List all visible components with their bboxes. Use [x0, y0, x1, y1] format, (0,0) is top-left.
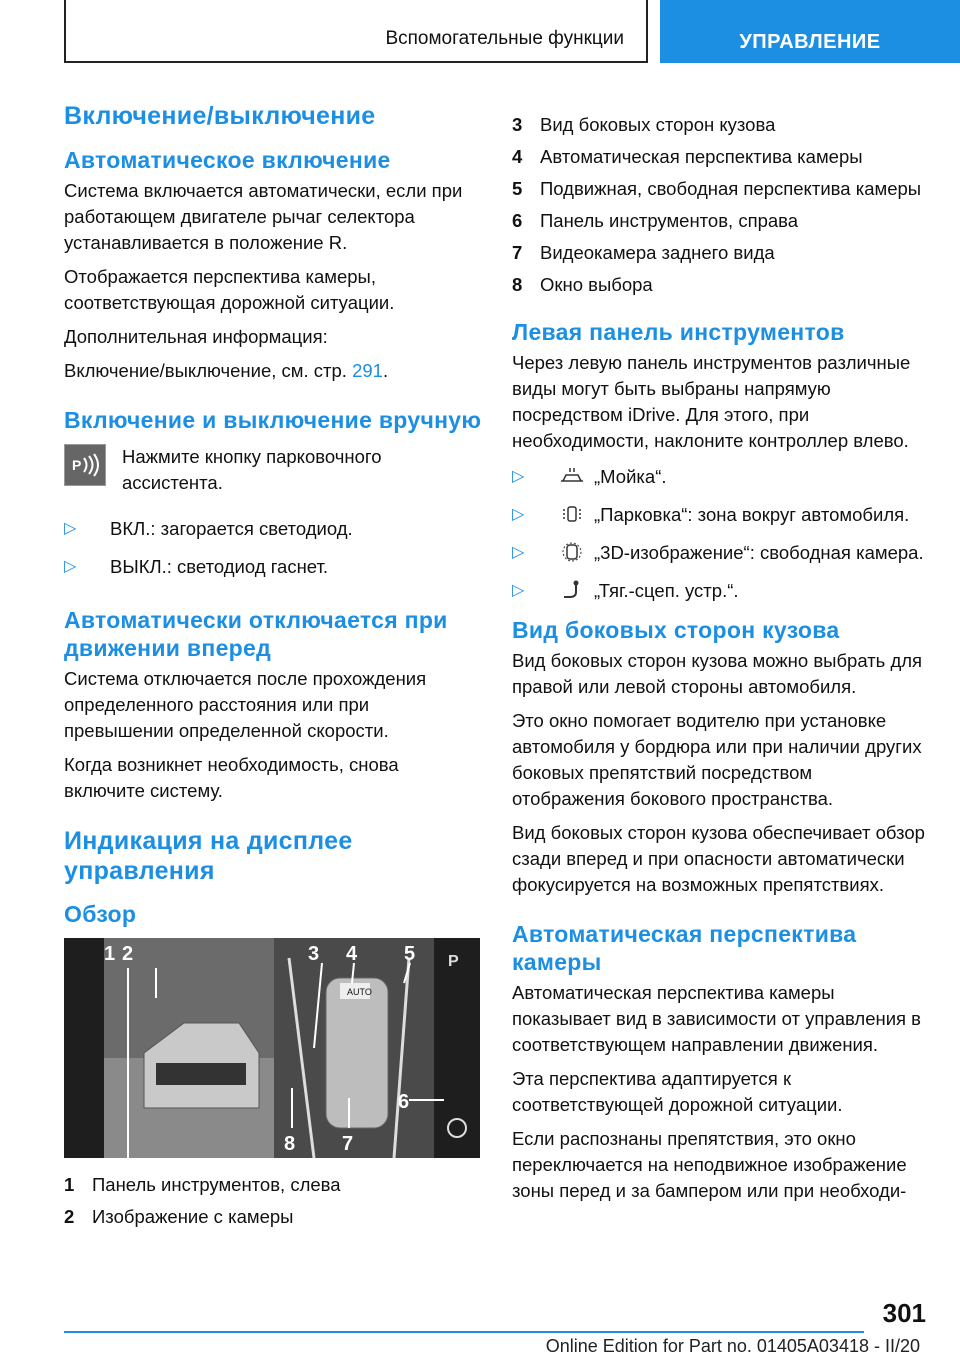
heading-auto-on: Автоматическое включение [64, 147, 391, 173]
callout-6: 6 [398, 1091, 410, 1113]
triangle-bullet-icon: ▷ [64, 558, 77, 575]
manual-list [64, 516, 482, 580]
heading-auto-off: Автоматически отключается при движении вперед [64, 607, 448, 661]
ref-dot: . [382, 360, 389, 381]
paragraph: Отображается перспектива камеры, соответствующая дорожной ситуации. [64, 266, 395, 313]
paragraph: Когда возникнет необходимость, снова включите систему. [64, 754, 399, 801]
paragraph: Эта перспектива адаптируется к соответствующей дорожной ситуации. [512, 1068, 843, 1115]
paragraph: Это окно помогает водителю при установке автомобиля у бордюра или при наличии других боковых препятствий посредством отображения бокового пространства. [512, 710, 922, 809]
panel-list [512, 464, 928, 604]
paragraph: Автоматическая перспектива камеры показывает вид в зависимости от управления в соответствующем направлении движения. [512, 982, 922, 1055]
paragraph: Через левую панель инструментов различные виды могут быть выбраны напрямую посредством iDrive. Для этого, при необходимости, наклоните контроллер влево. [512, 352, 911, 451]
legend-item: 4 Автоматическая перспектива камеры [512, 146, 863, 167]
parking-zone-icon [558, 503, 586, 525]
callout-4: 4 [346, 943, 358, 965]
triangle-bullet-icon: ▷ [512, 506, 525, 523]
callout-2: 2 [122, 943, 134, 965]
heading-overview: Обзор [64, 901, 137, 927]
list-item: ▷ „Мойка“. [512, 464, 928, 490]
legend-item: 7 Видеокамера заднего вида [512, 242, 775, 263]
figure-legend-right [512, 112, 928, 298]
svg-text:P: P [448, 953, 459, 970]
edition-info: Online Edition for Part no. 01405A03418 - II/20 [545, 1336, 920, 1356]
list-item: ▷ „3D-изображение“: свободная камера. [512, 540, 928, 566]
svg-text:P: P [72, 457, 82, 473]
button-instruction [64, 444, 482, 496]
list-item: ▷ ВЫКЛ.: светодиод гаснет. [64, 554, 482, 580]
triangle-bullet-icon: ▷ [512, 544, 525, 561]
legend-item: 5 Подвижная, свободная перспектива камеры [512, 178, 922, 199]
chapter-tab[interactable]: УПРАВЛЕНИЕ [660, 0, 960, 63]
page-number: 301 [882, 1298, 926, 1328]
paragraph: Вид боковых сторон кузова обеспечивает обзор сзади вперед и при опасности автоматически фокусируется на возможных препятствиях. [512, 822, 925, 895]
heading-manual: Включение и выключение вручную [64, 407, 482, 433]
cross-reference [64, 358, 482, 384]
heading-auto-perspective: Автоматическая перспектива камеры [512, 921, 857, 975]
triangle-bullet-icon: ▷ [512, 468, 525, 485]
right-column [512, 112, 928, 1212]
callout-7: 7 [342, 1133, 354, 1155]
heading-onoff: Включение/выключение [64, 102, 376, 130]
ref-text: Включение/выключение, см. стр. [64, 360, 347, 381]
left-column [64, 100, 482, 1236]
callout-5: 5 [404, 943, 416, 965]
legend-item: 8 Окно выбора [512, 274, 653, 295]
callout-3: 3 [308, 943, 320, 965]
parking-assistant-button-icon [64, 444, 106, 486]
legend-item: 3 Вид боковых сторон кузова [512, 114, 776, 135]
paragraph: Если распознаны препятствия, это окно переключается на неподвижное изображение зоны перед и за бампером или при необходи- [512, 1128, 907, 1201]
callout-1: 1 [104, 943, 116, 965]
paragraph: Система включается автоматически, если при работающем двигателе рычаг селектора устанавливается в положение R. [64, 180, 463, 253]
footer-divider [64, 1331, 864, 1333]
page-link[interactable]: 291 [352, 360, 383, 381]
legend-item: 2 Изображение с камеры [64, 1206, 294, 1227]
heading-side-view: Вид боковых сторон кузова [512, 617, 840, 643]
auto-label: AUTO [347, 987, 372, 997]
triangle-bullet-icon: ▷ [512, 582, 525, 599]
3d-view-icon [558, 541, 586, 563]
legend-item: 6 Панель инструментов, справа [512, 210, 799, 231]
figure-legend-left [64, 1172, 482, 1230]
paragraph: Вид боковых сторон кузова можно выбрать для правой или левой стороны автомобиля. [512, 650, 923, 697]
legend-item: 1 Панель инструментов, слева [64, 1174, 341, 1195]
paragraph: Дополнительная информация: [64, 326, 328, 347]
heading-left-panel: Левая панель инструментов [512, 319, 845, 345]
list-item: ▷ „Парковка“: зона вокруг автомобиля. [512, 502, 928, 528]
camera-display-figure [64, 938, 480, 1158]
car-wash-icon [558, 465, 586, 487]
button-text: Нажмите кнопку парковочного ассистента. [122, 446, 382, 493]
heading-display: Индикация на дисплее управления [64, 827, 353, 885]
callout-8: 8 [284, 1133, 296, 1155]
list-item: ▷ ВКЛ.: загорается светодиод. [64, 516, 482, 542]
section-title: Вспомогательные функции [385, 28, 624, 49]
tow-hitch-icon [558, 579, 586, 601]
triangle-bullet-icon: ▷ [64, 520, 77, 537]
paragraph: Система отключается после прохождения определенного расстояния или при превышении определенной скорости. [64, 668, 427, 741]
list-item: ▷ „Тяг.-сцеп. устр.“. [512, 578, 928, 604]
